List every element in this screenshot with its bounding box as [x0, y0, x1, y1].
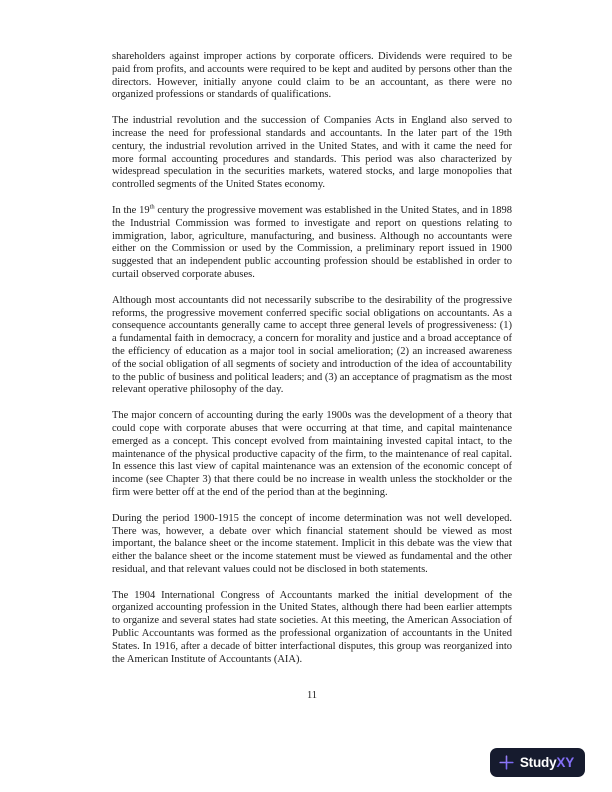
- paragraph-text: century the progressive movement was established in the United States, and in 1898 the Industrial Commission was formed to investigate and report on questions relating to immigration, labor, agriculture, manufacturing, and business. Although no accountants were either on the Commission or used by the Commission, a preliminary report issued in 1900 suggested that an independent public accounting profession should be established in order to curtail observed corporate abuses.: [112, 204, 512, 280]
- page-number: 11: [306, 690, 318, 701]
- logo-text: [520, 755, 574, 770]
- plus-icon: [499, 755, 514, 770]
- logo-text-accent: XY: [556, 755, 574, 770]
- ordinal-superscript: th: [149, 203, 155, 211]
- paragraph: The 1904 International Congress of Accountants marked the initial development of the organized accounting profession in the United States, although there had been earlier attempts to organize and several states had state societies. At this meeting, the American Association of Public Accountants was formed as the professional organization of accountants in the United States. In 1916, after a decade of bitter interfactional disputes, this group was reorganized into the American Institute of Accountants (AIA).: [112, 589, 512, 665]
- paragraph: Although most accountants did not necessarily subscribe to the desirability of the progressive reforms, the progressive movement conferred specific social obligations on accountants. As a consequence accountants generally came to accept three general levels of progressiveness: (1) a fundamental faith in democracy, a concern for morality and justice and a broad acceptance of the efficiency of education as a major tool in social amelioration; (2) an increased awareness of the social obligation of all segments of society and introduction of the idea of accountability to the public of business and political leaders; and (3) an acceptance of pragmatism as the most relevant operative philosophy of the day.: [112, 294, 512, 396]
- paragraph: shareholders against improper actions by corporate officers. Dividends were required to be paid from profits, and accounts were required to be kept and audited by persons other than the directors. However, initially anyone could claim to be an accountant, as there were no organized professions or standards of qualifications.: [112, 51, 512, 101]
- paragraph: The industrial revolution and the succession of Companies Acts in England also served to increase the need for professional standards and accountants. In the later part of the 19th century, the industrial revolution arrived in the United States, and with it came the need for more formal accounting procedures and standards. This period was also characterized by widespread speculation in the securities markets, watered stocks, and large monopolies that controlled segments of the United States economy.: [112, 115, 512, 191]
- paragraph: The major concern of accounting during the early 1900s was the development of a theory that could cope with corporate abuses that were occurring at that time, and capital maintenance emerged as a concept. This concept evolved from maintaining invested capital intact, to the maintenance of the physical productive capacity of the firm, to the maintenance of real capital. In essence this last view of capital maintenance was an extension of the economic concept of income (see Chapter 3) that there could be no increase in wealth unless the stockholder or the firm were better off at the end of the period than at the beginning.: [112, 410, 512, 498]
- paragraph: During the period 1900-1915 the concept of income determination was not well developed. There was, however, a debate over which financial statement should be viewed as most important, the balance sheet or the income statement. Implicit in this debate was the view that either the balance sheet or the income statement must be viewed as fundamental and the other residual, and that relevant values could not be disclosed in both statements.: [112, 512, 512, 575]
- paragraph: [112, 205, 512, 282]
- body-text: [112, 51, 512, 679]
- paragraph-text: In the 19: [112, 204, 150, 216]
- studyxy-logo-badge: [490, 748, 585, 777]
- logo-text-primary: Study: [519, 755, 557, 770]
